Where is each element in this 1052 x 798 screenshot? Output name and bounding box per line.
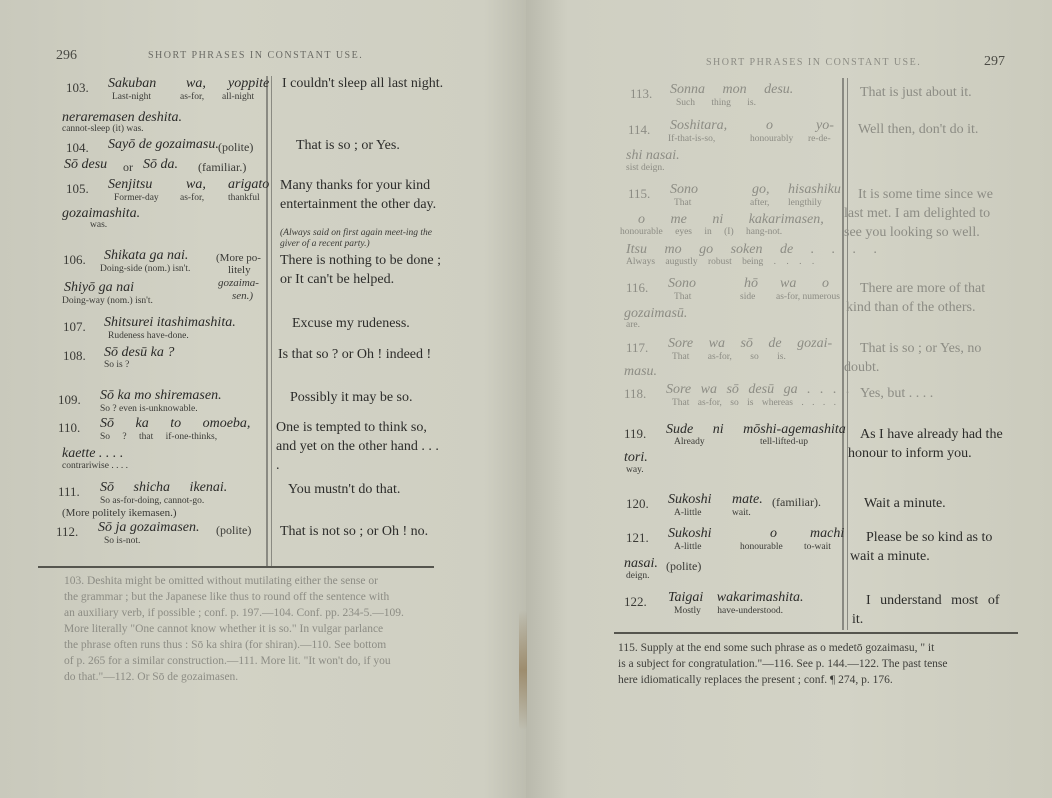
register-note: (polite) — [218, 140, 254, 154]
english-translation: It is some time since we last met. I am delighted to see you looking so well. — [844, 187, 993, 240]
page-number: 297 — [984, 54, 1005, 69]
gloss: Doing-side (nom.) isn't. — [100, 264, 191, 274]
entry-number: 110. — [58, 420, 81, 435]
gloss: way. — [626, 465, 644, 475]
japanese-text: hō — [744, 276, 758, 291]
entry-number: 117. — [626, 340, 649, 355]
gloss: So as-for-doing, cannot-go. — [100, 496, 205, 506]
japanese-text: nasai. — [624, 556, 658, 571]
english-translation: Excuse my rudeness. — [292, 316, 410, 331]
english-translation: As I have already had the honour to inform you. — [848, 427, 1003, 461]
entry-number: 107. — [63, 319, 86, 334]
gloss: re-de- — [808, 134, 831, 144]
gloss: tell-lifted-up — [760, 437, 809, 447]
english-translation: That is so ; or Yes, no doubt. — [844, 341, 982, 375]
gloss: That — [674, 292, 692, 302]
entry-number: 113. — [630, 86, 653, 101]
usage-note: (Always said on first again meet-ing the giver of a recent party.) — [280, 228, 432, 249]
gloss: If-that-is-so, — [668, 134, 716, 144]
english-translation: There is nothing to be done ; or It can't be helped. — [280, 253, 441, 287]
gloss: as-for, — [180, 193, 205, 203]
footnote-line: is a subject for congratulation."—116. See p. 144.—122. The past tense — [618, 658, 948, 670]
gloss: all-night — [222, 92, 255, 102]
footnote-line: do that."—112. Or Sō de gozaimasen. — [64, 671, 239, 683]
gloss: Doing-way (nom.) isn't. — [62, 296, 153, 306]
entry-number: 105. — [66, 181, 89, 196]
gloss: sist deign. — [626, 163, 665, 173]
entry-number: 112. — [56, 524, 79, 539]
english-translation: Is that so ? or Oh ! indeed ! — [278, 347, 432, 362]
japanese-text: arigato — [228, 177, 270, 192]
gloss: A-little — [674, 508, 702, 518]
footnote-rule — [614, 632, 1018, 634]
japanese-text: go, — [752, 182, 770, 197]
binding-stain — [519, 610, 527, 730]
english-translation: Please be so kind as to wait a minute. — [850, 530, 993, 564]
gloss: to-wait — [804, 542, 831, 552]
gloss: Always augustly robust being . . . . — [626, 257, 815, 267]
gloss: That — [674, 198, 692, 208]
japanese-text: wa, — [186, 76, 206, 91]
japanese-text: Sayō de gozaimasu. — [108, 137, 219, 152]
register-note: (familiar.) — [198, 160, 247, 174]
entry-number: 118. — [624, 386, 647, 401]
japanese-text: Sō shicha ikenai. — [100, 480, 228, 495]
japanese-text: Taigai wakarimashita. — [668, 590, 804, 605]
japanese-text: o — [770, 526, 777, 541]
register-note: (familiar). — [772, 495, 821, 509]
gloss: So is-not. — [104, 536, 141, 546]
conjunction: or — [123, 160, 133, 174]
page-number: 296 — [56, 48, 77, 63]
politeness-note: sen.) — [232, 290, 254, 302]
gloss: honourably — [750, 134, 794, 144]
entry-number: 103. — [66, 80, 89, 95]
running-head: SHORT PHRASES IN CONSTANT USE. — [706, 57, 922, 68]
entry-number: 115. — [628, 186, 651, 201]
footnote-line: 115. Supply at the end some such phrase as o medetō gozaimasu, " it — [618, 642, 935, 654]
japanese-text: kaette . . . . — [62, 446, 124, 461]
footnotes — [64, 573, 444, 685]
japanese-text: hisashiku — [788, 182, 841, 197]
english-translation: Wait a minute. — [864, 496, 946, 511]
japanese-text: Shiyō ga nai — [64, 280, 134, 295]
gloss: thankful — [228, 193, 260, 203]
entry-number: 120. — [626, 496, 649, 511]
english-translation: Well then, don't do it. — [858, 122, 979, 137]
gloss: Already — [674, 437, 705, 447]
gloss: cannot-sleep (it) was. — [62, 124, 144, 134]
english-translation: I couldn't sleep all last night. — [282, 76, 444, 91]
footnote-line: More literally "One cannot know whether it is so." In vulgar parlance — [64, 623, 384, 635]
gloss: Such thing is. — [676, 98, 756, 108]
entry-number: 108. — [63, 348, 86, 363]
footnote-line: the grammar ; but the Japanese like thus to round off the sentence with — [64, 591, 390, 603]
gloss: So ? that if-one-thinks, — [100, 432, 218, 442]
entry-number: 114. — [628, 122, 651, 137]
gloss: honourable — [740, 542, 783, 552]
japanese-text: gozaimashita. — [62, 206, 141, 221]
english-translation: You mustn't do that. — [288, 482, 401, 497]
japanese-text: Soshitara, — [670, 118, 728, 133]
entry-number: 122. — [624, 594, 647, 609]
japanese-text: shi nasai. — [626, 148, 680, 163]
register-note: (polite) — [666, 559, 702, 573]
gloss: as-for, — [180, 92, 205, 102]
footnote-line: the phrase often runs thus : Sō ka shira (for shiran).—110. See bottom — [64, 639, 387, 651]
english-translation: That is not so ; or Oh ! no. — [280, 524, 429, 539]
column-divider — [271, 76, 272, 566]
english-translation: That is so ; or Yes. — [296, 138, 400, 153]
japanese-text: yoppite — [228, 76, 270, 91]
footnote-line: of p. 265 for a similar construction.—111. More lit. "It won't do, if you — [64, 655, 391, 667]
japanese-text: o me ni kakarimasen, — [638, 212, 824, 227]
japanese-text: o — [822, 276, 829, 291]
gloss: A-little — [674, 542, 702, 552]
register-note: (polite) — [216, 523, 252, 537]
japanese-text: Sonna mon desu. — [670, 82, 794, 97]
gloss: as-for, numerous — [776, 292, 840, 302]
japanese-text: Sono — [668, 276, 696, 291]
gloss: wait. — [732, 508, 751, 518]
japanese-text: Itsu mo go soken de . . . . — [626, 242, 878, 257]
japanese-text: tori. — [624, 450, 648, 465]
entry-number: 119. — [624, 426, 647, 441]
gloss: That as-for, so is. — [672, 352, 786, 362]
entry-number: 109. — [58, 392, 81, 407]
japanese-text: Shitsurei itashimashita. — [104, 315, 236, 330]
japanese-text: Sō ja gozaimasen. — [98, 520, 200, 535]
gloss: So is ? — [104, 360, 130, 370]
footnotes — [618, 640, 1028, 688]
english-translation: Possibly it may be so. — [290, 390, 413, 405]
gloss: So ? even is-unknowable. — [100, 404, 198, 414]
japanese-text: machi — [810, 526, 845, 541]
gloss: honourable eyes in (I) hang-not. — [620, 227, 783, 237]
japanese-text: wa, — [186, 177, 206, 192]
gloss: lengthily — [788, 198, 822, 208]
english-translation: One is tempted to think so, and yet on the other hand . . . . — [276, 420, 439, 473]
politeness-note: gozaima- — [218, 277, 259, 289]
politeness-note: (More politely ikemasen.) — [62, 507, 177, 519]
japanese-text: Sono — [670, 182, 698, 197]
running-head: SHORT PHRASES IN CONSTANT USE. — [148, 50, 364, 61]
english-translation: Many thanks for your kind entertainment the other day. — [280, 178, 437, 212]
gloss: Rudeness have-done. — [108, 331, 189, 341]
japanese-text: Sō desu — [64, 157, 108, 172]
right-page — [526, 0, 1052, 798]
gloss: are. — [626, 320, 640, 330]
japanese-text: Sō ka to omoeba, — [100, 416, 251, 431]
footnote-line: here idiomatically replaces the present ; conf. ¶ 274, p. 176. — [618, 674, 893, 686]
japanese-text: Sukoshi — [668, 492, 712, 507]
japanese-text: gozaimasū. — [624, 306, 688, 321]
english-translation: There are more of that kind than of the others. — [846, 281, 986, 315]
gloss: Former-day — [114, 193, 159, 203]
japanese-text: yo- — [816, 118, 834, 133]
gloss: side — [740, 292, 756, 302]
japanese-text: neraremasen deshita. — [62, 110, 183, 125]
gloss: Mostly have-understood. — [674, 606, 783, 616]
japanese-text: Senjitsu — [108, 177, 153, 192]
footnote-rule — [38, 566, 434, 568]
japanese-text: Sō ka mo shiremasen. — [100, 388, 222, 403]
gloss: after, — [750, 198, 770, 208]
gloss: deign. — [626, 571, 650, 581]
japanese-text: Shikata ga nai. — [104, 248, 189, 263]
gloss: was. — [90, 220, 108, 230]
japanese-text: Sō desū ka ? — [104, 345, 175, 360]
japanese-text: o — [766, 118, 773, 133]
footnote-line: an auxiliary verb, if possible ; conf. p. 197.—104. Conf. pp. 234-5.—109. — [64, 607, 404, 619]
entry-number: 111. — [58, 484, 80, 499]
entry-number: 104. — [66, 140, 89, 155]
japanese-text: masu. — [624, 364, 658, 379]
politeness-note: litely — [228, 264, 251, 276]
japanese-text: Sore wa sō desū ga . . . . — [666, 382, 850, 397]
english-translation: Yes, but . . . . — [860, 386, 934, 401]
japanese-text: Sō da. — [143, 157, 178, 172]
english-translation: That is just about it. — [860, 85, 972, 100]
japanese-text: wa — [780, 276, 797, 291]
english-translation: I understand most of it. — [852, 593, 1000, 627]
japanese-text: Sakuban — [108, 76, 157, 91]
gloss: Last-night — [112, 92, 152, 102]
entry-number: 106. — [63, 252, 86, 267]
japanese-text: mate. — [732, 492, 763, 507]
japanese-text: Sude ni mōshi-agemashita — [666, 422, 846, 437]
column-divider — [266, 76, 268, 566]
politeness-note: (More po- — [216, 252, 261, 264]
footnote-line: 103. Deshita might be omitted without mutilating either the sense or — [64, 575, 378, 587]
entry-number: 116. — [626, 280, 649, 295]
gloss: That as-for, so is whereas . . . . — [672, 398, 836, 408]
entry-number: 121. — [626, 530, 649, 545]
japanese-text: Sukoshi — [668, 526, 712, 541]
japanese-text: Sore wa sō de gozai- — [668, 336, 833, 351]
gloss: contrariwise . . . . — [62, 461, 128, 471]
